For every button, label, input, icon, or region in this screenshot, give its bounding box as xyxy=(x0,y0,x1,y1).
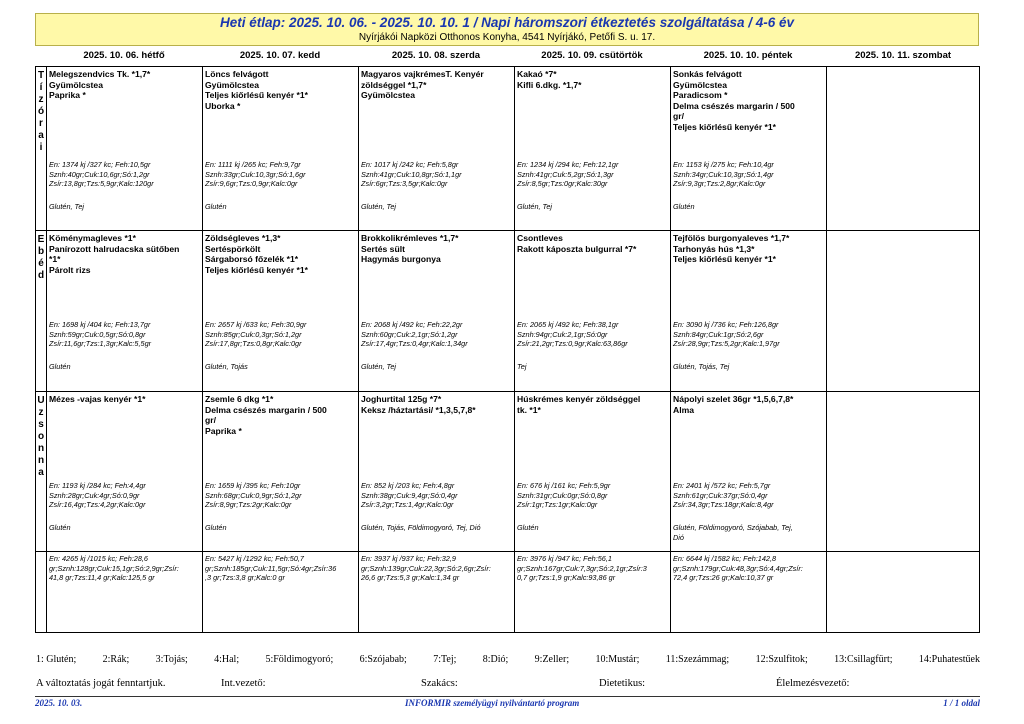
page-footer xyxy=(35,696,980,710)
menu-cell xyxy=(827,231,979,391)
dish-list: Nápolyi szelet 36gr *1,5,6,7,8* Alma xyxy=(673,394,794,415)
allergen-info: Glutén, Tojás xyxy=(205,362,248,371)
meal-label-letter: é xyxy=(38,258,44,269)
allergen-info: Glutén, Tojás, Tej xyxy=(673,362,730,371)
allergen-legend-item: 6:Szójabab; xyxy=(359,654,407,665)
menu-cell xyxy=(47,392,203,551)
dish-list: Zsemle 6 dkg *1* Delma csészés margarin / 500 gr/ Paprika * xyxy=(205,394,327,436)
nutrition-info: En: 3090 kj /736 kc; Feh:126,8gr Sznh:84gr;Cuk:1gr;Só:2,6gr Zsír:28,9gr;Tzs:5,2gr;Kalc:1,97gr xyxy=(673,320,780,348)
nutrition-info: En: 1374 kj /327 kc; Feh:10,5gr Sznh:40gr;Cuk:10,6gr;Só:1,2gr Zsír:13,8gr;Tzs:5,9gr;Kalc:120gr xyxy=(49,160,154,188)
menu-cell xyxy=(203,392,359,551)
allergen-info: Glutén, Tej xyxy=(517,202,553,211)
dish-list: Zöldségleves *1,3* Sertéspörkölt Sárgaborsó főzelék *1* Teljes kiőrlésű kenyér *1* xyxy=(205,233,309,275)
allergen-info: Glutén xyxy=(49,362,71,371)
allergen-legend xyxy=(36,654,980,665)
allergen-info: Glutén xyxy=(205,523,227,532)
daily-totals-row xyxy=(36,552,979,632)
dish-list: Magyaros vajkrémesT. Kenyér zöldséggel *1,7* Gyümölcstea xyxy=(361,69,484,100)
allergen-info: Glutén xyxy=(517,523,539,532)
day-header: 2025. 10. 07. kedd xyxy=(239,50,321,61)
allergen-legend-item: 3:Tojás; xyxy=(155,654,188,665)
daily-total-cell xyxy=(359,552,515,632)
dish-list: Brokkolikrémleves *1,7* Sertés sült Hagymás burgonya xyxy=(361,233,459,264)
dish-list: Joghurtital 125g *7* Keksz /háztartási/ *1,3,5,7,8* xyxy=(361,394,476,415)
allergen-info: Glutén xyxy=(49,523,71,532)
menu-cell xyxy=(671,392,827,551)
menu-cell xyxy=(515,231,671,391)
meal-label-letter: T xyxy=(37,70,45,81)
dish-list: Húskrémes kenyér zöldséggel tk. *1* xyxy=(517,394,641,415)
signature-line xyxy=(36,678,980,692)
allergen-legend-item: 10:Mustár; xyxy=(595,654,640,665)
menu-cell xyxy=(47,231,203,391)
allergen-info: Glutén, Tej xyxy=(49,202,85,211)
kitchen-address: Nyírjákói Napközi Otthonos Konyha, 4541 Nyírjákó, Petőfi S. u. 17. xyxy=(358,32,656,43)
nutrition-info: En: 676 kj /161 kc; Feh:5,9gr Sznh:31gr;Cuk:0gr;Só:0,8gr Zsír:1gr;Tzs:1gr;Kalc:0gr xyxy=(517,481,611,509)
menu-cell xyxy=(359,231,515,391)
allergen-info: Tej xyxy=(517,362,527,371)
allergen-info: Glutén, Tej xyxy=(361,202,397,211)
daily-total-text: En: 3976 kj /947 kc; Feh:56,1 gr;Sznh:167gr;Cuk:7,3gr;Só:2,1gr;Zsír:3 0,7 gr;Tzs:1,9 gr;Kalc:93,86 gr xyxy=(517,554,647,582)
nutrition-info: En: 2065 kj /492 kc; Feh:38,1gr Sznh:94gr;Cuk:2,1gr;Só:0gr Zsír:21,2gr;Tzs:0,9gr;Kalc:63,86gr xyxy=(517,320,628,348)
meal-label-letter: z xyxy=(38,94,44,105)
catering-signature-label: Élelmezésvezető: xyxy=(776,678,850,689)
allergen-legend-item: 12:Szulfitok; xyxy=(755,654,808,665)
nutrition-info: En: 2657 kj /633 kc; Feh:30,9gr Sznh:85gr;Cuk:0,3gr;Só:1,2gr Zsír:17,8gr;Tzs:0,8gr;Kalc:0gr xyxy=(205,320,307,348)
menu-cell xyxy=(203,231,359,391)
menu-cell xyxy=(515,392,671,551)
meal-label-letter: E xyxy=(37,234,45,245)
nutrition-info: En: 1153 kj /275 kc; Feh:10,4gr Sznh:34gr;Cuk:10,3gr;Só:1,4gr Zsír:9,3gr;Tzs:2,8gr;Kalc:0gr xyxy=(673,160,774,188)
nutrition-info: En: 2068 kj /492 kc; Feh:22,2gr Sznh:60gr;Cuk:2,1gr;Só:1,2gr Zsír:17,4gr;Tzs:0,4gr;Kalc:1,34gr xyxy=(361,320,468,348)
meal-label xyxy=(36,392,47,551)
day-header: 2025. 10. 11. szombat xyxy=(854,50,952,61)
allergen-info: Glutén xyxy=(673,202,695,211)
totals-label xyxy=(36,552,47,632)
dish-list: Kakaó *7* Kifli 6.dkg. *1,7* xyxy=(517,69,582,90)
day-header: 2025. 10. 10. péntek xyxy=(703,50,793,61)
menu-cell xyxy=(827,67,979,230)
menu-cell xyxy=(671,67,827,230)
dish-list: Köménymagleves *1* Panírozott halrudacska sütőben *1* Párolt rizs xyxy=(49,233,180,275)
allergen-legend-item: 9:Zeller; xyxy=(534,654,570,665)
meal-label-letter: n xyxy=(37,443,45,454)
meal-label xyxy=(36,231,47,391)
print-date: 2025. 10. 03. xyxy=(35,698,83,708)
meal-label-letter: n xyxy=(37,455,45,466)
allergen-legend-item: 13:Csillagfürt; xyxy=(834,654,893,665)
allergen-legend-item: 14:Puhatestűek xyxy=(918,654,980,665)
daily-total-text: En: 6644 kj /1582 kc; Feh:142,8 gr;Sznh:179gr;Cuk:48,3gr;Só:4,4gr;Zsír: 72,4 gr;Tzs:26 gr;Kalc:10,37 gr xyxy=(673,554,803,582)
meal-label-letter: ó xyxy=(37,106,45,117)
menu-table xyxy=(35,66,980,633)
day-header-row xyxy=(35,49,980,63)
menu-cell xyxy=(515,67,671,230)
meal-label-letter: o xyxy=(37,431,45,442)
nutrition-info: En: 1698 kj /404 kc; Feh:13,7gr Sznh:59gr;Cuk:0,5gr;Só:0,8gr Zsír:11,6gr;Tzs:1,3gr;Kalc:5,5gr xyxy=(49,320,152,348)
page-number: 1 / 1 oldal xyxy=(943,698,980,708)
menu-cell xyxy=(671,231,827,391)
allergen-legend-item: 5:Földimogyoró; xyxy=(265,654,334,665)
meal-label-letter: a xyxy=(38,130,44,141)
allergen-legend-item: 7:Tej; xyxy=(433,654,457,665)
meal-label-letter: a xyxy=(38,467,44,478)
dish-list: Melegszendvics Tk. *1,7* Gyümölcstea Paprika * xyxy=(49,69,151,100)
lunch-row xyxy=(36,231,979,392)
menu-title: Heti étlap: 2025. 10. 06. - 2025. 10. 10. 1 / Napi háromszori étkeztetés szolgáltatása / 4-6 év xyxy=(219,15,795,30)
nutrition-info: En: 1659 kj /395 kc; Feh:10gr Sznh:68gr;Cuk:0,9gr;Só:1,2gr Zsír:8,9gr;Tzs:2gr;Kalc:0gr xyxy=(205,481,302,509)
day-header: 2025. 10. 06. hétfő xyxy=(83,50,165,61)
meal-label-letter: d xyxy=(37,270,45,281)
meal-label-letter: U xyxy=(37,395,45,406)
allergen-legend-item: 8:Dió; xyxy=(482,654,509,665)
menu-cell xyxy=(359,67,515,230)
daily-total-text: En: 5427 kj /1292 kc; Feh:50,7 gr;Sznh:185gr;Cuk:11,5gr;Só:4gr;Zsír:36 ,3 gr;Tzs:3,8 gr;Kalc:0 gr xyxy=(205,554,337,582)
dish-list: Tejfölös burgonyaleves *1,7* Tarhonyás hús *1,3* Teljes kiőrlésű kenyér *1* xyxy=(673,233,790,264)
dish-list: Löncs felvágott Gyümölcstea Teljes kiőrlésű kenyér *1* Uborka * xyxy=(205,69,309,111)
allergen-info: Glutén, Tej xyxy=(361,362,397,371)
meal-label-letter: s xyxy=(38,419,44,430)
day-header: 2025. 10. 08. szerda xyxy=(391,50,481,61)
morning-snack-row xyxy=(36,67,979,231)
allergen-info: Glutén, Földimogyoró, Szójabab, Tej, Dió xyxy=(673,523,793,542)
meal-label-letter: z xyxy=(38,407,44,418)
head-signature-label: Int.vezető: xyxy=(221,678,266,689)
daily-total-cell xyxy=(203,552,359,632)
allergen-info: Glutén, Tojás, Földimogyoró, Tej, Dió xyxy=(361,523,481,532)
menu-cell xyxy=(359,392,515,551)
menu-cell xyxy=(203,67,359,230)
header-banner xyxy=(35,13,979,46)
daily-total-text: En: 3937 kj /937 kc; Feh:32,9 gr;Sznh:139gr;Cuk:22,3gr;Só:2,6gr;Zsír: 26,6 gr;Tzs:5,3 gr;Kalc:1,34 gr xyxy=(361,554,491,582)
nutrition-info: En: 1017 kj /242 kc; Feh:5,8gr Sznh:41gr;Cuk:10,8gr;Só:1,1gr Zsír:6gr;Tzs:3,5gr;Kalc:0gr xyxy=(361,160,462,188)
daily-total-cell xyxy=(47,552,203,632)
allergen-info: Glutén xyxy=(205,202,227,211)
meal-label-letter: r xyxy=(39,118,43,129)
dish-list: Sonkás felvágott Gyümölcstea Paradicsom * Delma csészés margarin / 500 gr/ Teljes kiőrlésű kenyér *1* xyxy=(673,69,795,132)
afternoon-snack-row xyxy=(36,392,979,552)
program-name: INFORMIR személyügyi nyilvántartó program xyxy=(405,698,580,708)
meal-label-letter: i xyxy=(39,142,43,153)
daily-total-text: En: 4265 kj /1015 kc; Feh:28,6 gr;Sznh:128gr;Cuk:15,1gr;Só:2,9gr;Zsír: 41,8 gr;Tzs:11,4 gr;Kalc:125,5 gr xyxy=(49,554,179,582)
menu-cell xyxy=(827,392,979,551)
meal-label xyxy=(36,67,47,230)
daily-total-cell xyxy=(671,552,827,632)
dish-list: Mézes -vajas kenyér *1* xyxy=(49,394,146,404)
dietitian-signature-label: Dietetikus: xyxy=(599,678,646,689)
nutrition-info: En: 852 kj /203 kc; Feh:4,8gr Sznh:38gr;Cuk:9,4gr;Só:0,4gr Zsír:3,2gr;Tzs:1,4gr;Kalc:0gr xyxy=(361,481,458,509)
meal-label-letter: í xyxy=(39,82,43,93)
chef-signature-label: Szakács: xyxy=(421,678,458,689)
nutrition-info: En: 1111 kj /265 kc; Feh:9,7gr Sznh:33gr;Cuk:10,3gr;Só:1,6gr Zsír:9,6gr;Tzs:0,9gr;Kalc:0gr xyxy=(205,160,306,188)
allergen-legend-item: 2:Rák; xyxy=(102,654,130,665)
allergen-legend-item: 11:Szezámmag; xyxy=(665,654,730,665)
menu-cell xyxy=(47,67,203,230)
daily-total-cell xyxy=(827,552,979,632)
allergen-legend-item: 1: Glutén; xyxy=(36,654,77,665)
daily-total-cell xyxy=(515,552,671,632)
nutrition-info: En: 1193 kj /284 kc; Feh:4,4gr Sznh:28gr;Cuk:4gr;Só:0,9gr Zsír:16,4gr;Tzs:4,2gr;Kalc:0gr xyxy=(49,481,146,509)
dish-list: Csontleves Rakott káposzta bulgurral *7* xyxy=(517,233,637,254)
allergen-legend-item: 4:Hal; xyxy=(214,654,240,665)
rights-note: A változtatás jogát fenntartjuk. xyxy=(36,678,166,689)
meal-label-letter: b xyxy=(37,246,45,257)
nutrition-info: En: 2401 kj /572 kc; Feh:5,7gr Sznh:61gr;Cuk:37gr;Só:0,4gr Zsír:34,3gr;Tzs:18gr;Kalc:8,4gr xyxy=(673,481,774,509)
nutrition-info: En: 1234 kj /294 kc; Feh:12,1gr Sznh:41gr;Cuk:5,2gr;Só:1,3gr Zsír:8,5gr;Tzs:0gr;Kalc:30gr xyxy=(517,160,619,188)
day-header: 2025. 10. 09. csütörtök xyxy=(541,50,643,61)
